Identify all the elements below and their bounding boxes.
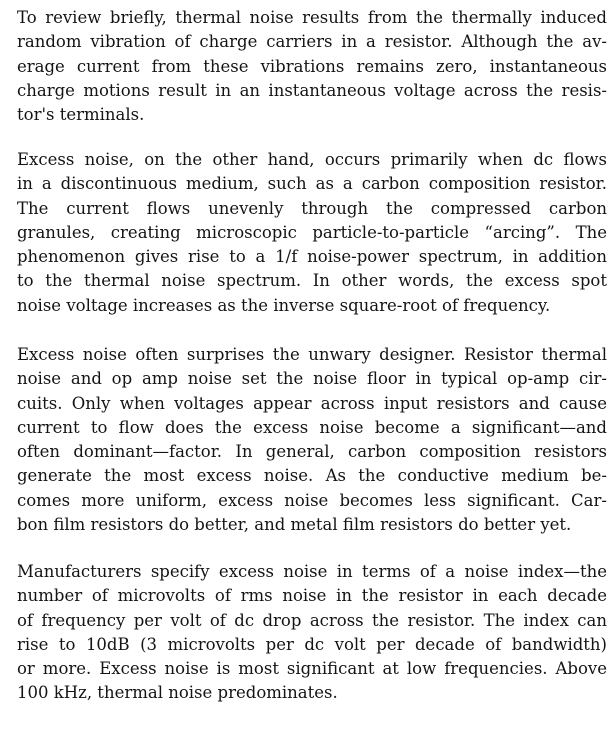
paragraph-excess-noise — [17, 148, 607, 318]
text-line: cuits. Only when voltages appear across input resistors and cause — [17, 393, 607, 413]
text-line: noise voltage increases as the inverse square-root of frequency. — [17, 295, 551, 315]
text-line: noise and op amp noise set the noise floor in typical op-amp cir- — [17, 369, 607, 389]
text-line: granules, creating microscopic particle-to-particle “arcing”. The — [17, 222, 607, 242]
text-line: random vibration of charge carriers in a resistor. Although the av- — [17, 32, 607, 52]
text-line: of frequency per volt of dc drop across the resistor. The index can — [17, 610, 607, 630]
paragraph-thermal-noise — [17, 6, 607, 127]
text-line: to the thermal noise spectrum. In other words, the excess spot — [17, 271, 607, 291]
text-line: current to flow does the excess noise become a significant—and — [17, 417, 607, 437]
text-line: often dominant—factor. In general, carbon composition resistors — [17, 442, 607, 462]
text-line: erage current from these vibrations remains zero, instantaneous — [17, 56, 607, 76]
text-line: or more. Excess noise is most significant at low frequencies. Above — [17, 659, 607, 679]
text-line: Manufacturers specify excess noise in terms of a noise index—the — [17, 562, 607, 581]
text-line: phenomenon gives rise to a 1/f noise-power spectrum, in addition — [17, 247, 607, 267]
text-line: Excess noise often surprises the unwary designer. Resistor thermal — [17, 345, 607, 364]
text-line: comes more uniform, excess noise becomes less significant. Car- — [17, 490, 607, 510]
text-line: The current flows unevenly through the compressed carbon — [17, 198, 607, 218]
paragraph-designer-surprise — [17, 343, 607, 537]
text-line: rise to 10dB (3 microvolts per dc volt per decade of bandwidth) — [17, 634, 607, 654]
text-line: tor's terminals. — [17, 105, 145, 125]
paragraph-noise-index — [17, 560, 607, 706]
text-line: Excess noise, on the other hand, occurs primarily when dc flows — [17, 150, 607, 169]
text-line: generate the most excess noise. As the conductive medium be- — [17, 466, 607, 486]
text-line: To review briefly, thermal noise results from the thermally induced — [17, 8, 607, 27]
text-line: in a discontinuous medium, such as a carbon composition resistor. — [17, 174, 607, 194]
text-line: 100 kHz, thermal noise predominates. — [17, 683, 338, 703]
text-line: number of microvolts of rms noise in the resistor in each decade — [17, 586, 607, 606]
text-line: charge motions result in an instantaneous voltage across the resis- — [17, 80, 607, 100]
text-line: bon film resistors do better, and metal film resistors do better yet. — [17, 515, 572, 535]
